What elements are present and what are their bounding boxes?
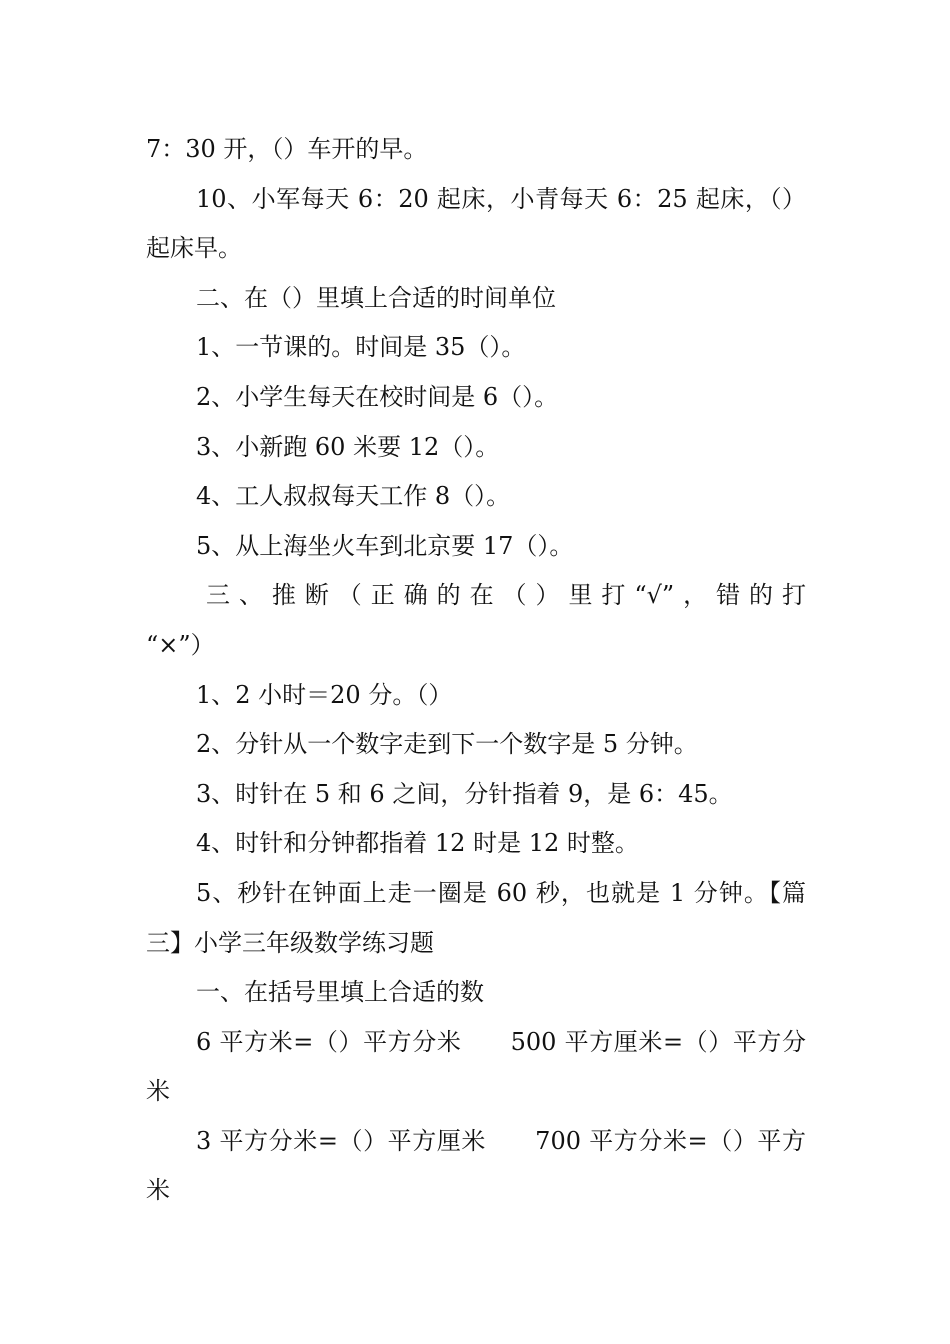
text-line: 米: [146, 1077, 170, 1106]
document-body: [146, 125, 806, 1216]
text-line: 4、工人叔叔每天工作 8（）。: [196, 482, 511, 511]
text-line: 起床早。: [146, 234, 242, 263]
text-line: 三】小学三年级数学练习题: [146, 928, 434, 957]
text-line: 3、时针在 5 和 6 之间，分针指着 9，是 6：45。: [196, 779, 733, 808]
text-line: 3、小新跑 60 米要 12（）。: [196, 432, 500, 461]
text-line: 5、从上海坐火车到北京要 17（）。: [196, 531, 574, 560]
text-line: 1、一节课的。时间是 35（）。: [196, 333, 526, 362]
text-line: 米: [146, 1176, 170, 1205]
text-line: 10、小军每天 6：20 起床，小青每天 6：25 起床，（）: [196, 184, 806, 213]
text-line: 2、分针从一个数字走到下一个数字是 5 分钟。: [196, 730, 698, 759]
text-line: 2、小学生每天在校时间是 6（）。: [196, 382, 559, 411]
section-heading: 一、在括号里填上合适的数: [196, 978, 484, 1007]
text-line: “×”）: [146, 630, 215, 659]
text-line: 7：30 开，（）车开的早。: [146, 135, 428, 163]
text-line: 1、2 小时＝20 分。（）: [196, 680, 453, 709]
section-heading: 三、推断（正确的在（）里打“√”，错的打: [206, 581, 806, 610]
section-heading: 二、在（）里填上合适的时间单位: [196, 283, 556, 312]
text-line: 5、秒针在钟面上走一圈是 60 秒，也就是 1 分钟。【篇: [196, 878, 806, 907]
text-line: 4、时针和分钟都指着 12 时是 12 时整。: [196, 829, 639, 858]
text-line: 3 平方分米=（）平方厘米 700 平方分米=（）平方: [196, 1126, 806, 1155]
text-line: 6 平方米=（）平方分米 500 平方厘米=（）平方分: [196, 1027, 806, 1056]
